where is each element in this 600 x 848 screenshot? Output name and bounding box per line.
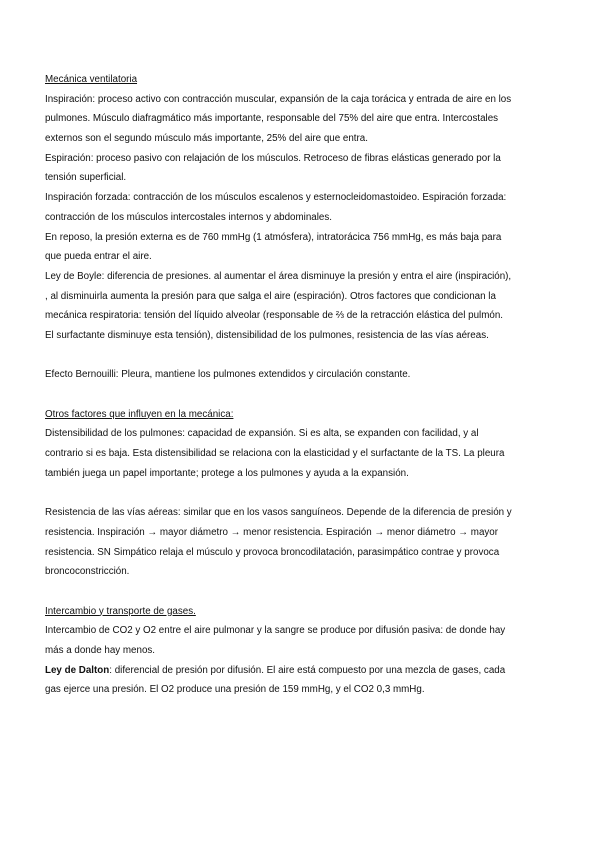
heading-otros-factores: Otros factores que influyen en la mecánica:: [45, 408, 234, 420]
paragraph-line: , al disminuirla aumenta la presión para que salga el aire (espiración). Otros factores que condicionan la: [45, 290, 496, 302]
paragraph-line: mecánica respiratoria: tensión del líquido alveolar (responsable de ⅔ de la retracción elástica del pulmón.: [45, 310, 503, 322]
dalton-line: [45, 661, 557, 681]
paragraph-line: Espiración: proceso pasivo con relajación de los músculos. Retroceso de fibras elásticas generado por la: [45, 152, 501, 164]
paragraph-line: El surfactante disminuye esta tensión), distensibilidad de los pulmones, resistencia de las vías aéreas.: [45, 329, 489, 341]
paragraph-line: resistencia. SN Simpático relaja el músculo y provoca broncodilatación, parasimpático contrae y provoca: [45, 546, 500, 558]
paragraph-line: externos son el segundo músculo más importante, 25% del aire que entra.: [45, 133, 368, 145]
paragraph-line: Inspiración forzada: contracción de los músculos escalenos y esternocleidomastoideo. Espiración forzada:: [45, 192, 507, 204]
paragraph-line: Resistencia de las vías aéreas: similar que en los vasos sanguíneos. Depende de la diferencia de presión y: [45, 507, 512, 519]
paragraph-line: también juega un papel importante; protege a los pulmones y ayuda a la expansión.: [45, 467, 409, 479]
paragraph-line: pulmones. Músculo diafragmático más importante, responsable del 75% del aire que entra. Intercostales: [45, 113, 499, 125]
paragraph-line: Intercambio de CO2 y O2 entre el aire pulmonar y la sangre se produce por difusión pasiva: de donde hay: [45, 625, 506, 637]
paragraph-gap: [45, 346, 557, 366]
paragraph-line: contracción de los músculos intercostales internos y abdominales.: [45, 211, 332, 223]
paragraph-line: Ley de Boyle: diferencia de presiones. al aumentar el área disminuye la presión y entra el aire (inspiración),: [45, 270, 512, 282]
heading-intercambio-gases: Intercambio y transporte de gases.: [45, 605, 196, 617]
paragraph-line: Distensibilidad de los pulmones: capacidad de expansión. Si es alta, se expanden con facilidad, y al: [45, 428, 479, 440]
paragraph-line: broncoconstricción.: [45, 566, 130, 578]
paragraph-line: Inspiración: proceso activo con contracción muscular, expansión de la caja torácica y entrada de aire en los: [45, 93, 512, 105]
paragraph-line: que pueda entrar el aire.: [45, 251, 152, 263]
paragraph-line: gas ejerce una presión. El O2 produce una presión de 159 mmHg, y el CO2 0,3 mmHg.: [45, 684, 425, 696]
paragraph-line: más a donde hay menos.: [45, 644, 156, 656]
paragraph-gap: [45, 582, 557, 602]
paragraph-line: resistencia. Inspiración → mayor diámetro → menor resistencia. Espiración → menor diámetro → mayor: [45, 526, 498, 538]
heading-mecanica-ventilatoria: Mecánica ventilatoria: [45, 74, 138, 85]
dalton-text: : diferencial de presión por difusión. El aire está compuesto por una mezcla de gases, cada: [109, 664, 506, 676]
paragraph-line: tensión superficial.: [45, 172, 127, 184]
paragraph-gap: [45, 385, 557, 405]
document-page: [45, 70, 557, 700]
paragraph-line: contrario si es baja. Esta distensibilidad se relaciona con la elasticidad y el surfactante de la TS. La pleura: [45, 448, 505, 460]
bernoulli-line: Efecto Bernouilli: Pleura, mantiene los pulmones extendidos y circulación constante.: [45, 369, 411, 381]
paragraph-line: En reposo, la presión externa es de 760 mmHg (1 atmósfera), intratorácica 756 mmHg, es más baja para: [45, 231, 502, 243]
dalton-label: Ley de Dalton: [45, 664, 110, 676]
paragraph-gap: [45, 483, 557, 503]
